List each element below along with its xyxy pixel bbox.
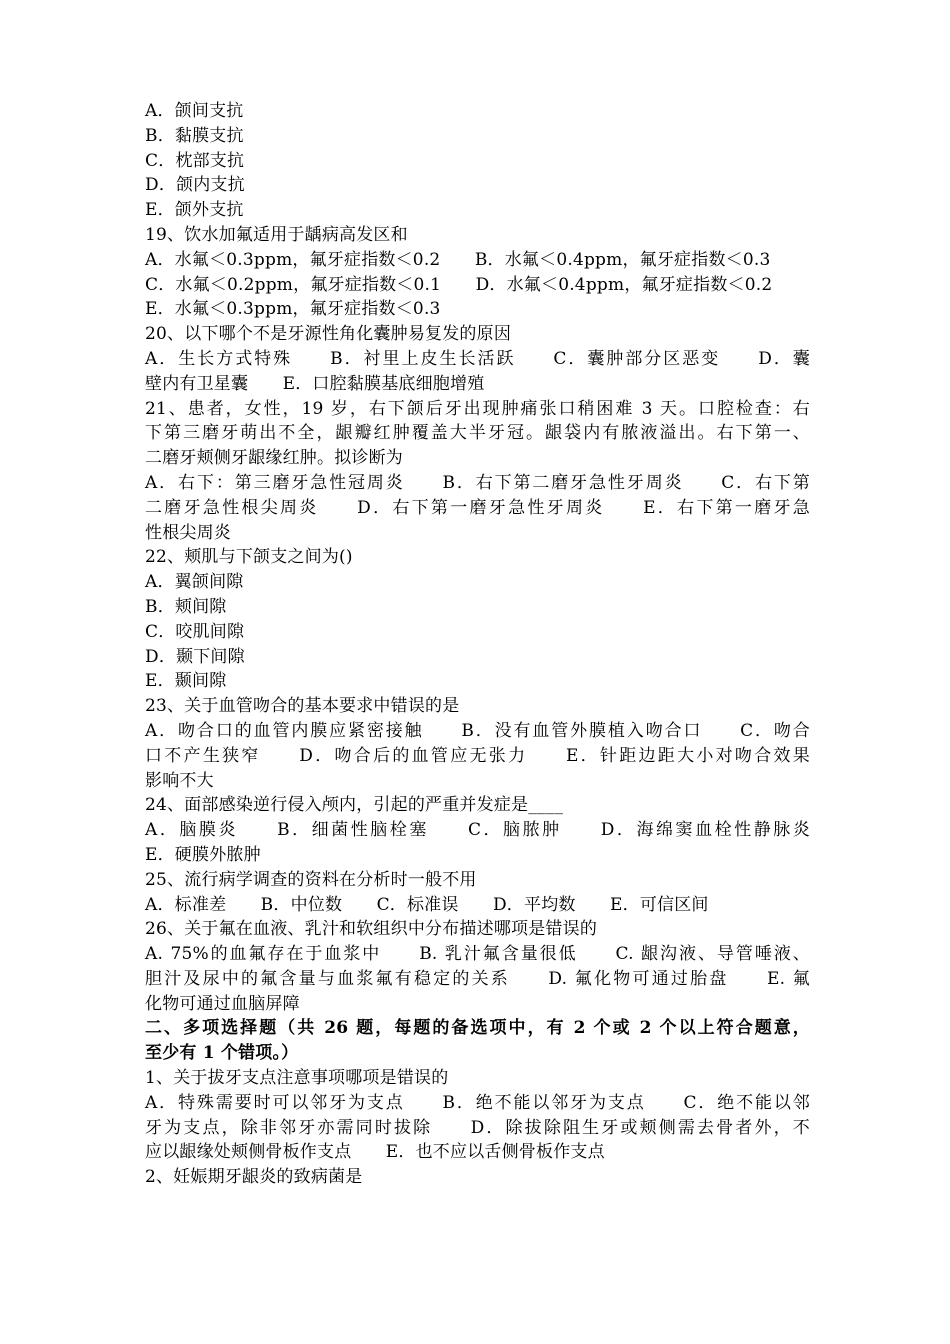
text-line: 20、以下哪个不是牙源性角化囊肿易复发的原因	[145, 324, 512, 345]
text-line: 23、关于血管吻合的基本要求中错误的是	[145, 696, 460, 717]
text-line: 壁内有卫星囊 E．口腔黏膜基底细胞增殖	[145, 373, 485, 394]
section-heading-line: 二、多项选择题（共 26 题，每题的备选项中，有 2 个或 2 个以上符合题意，	[145, 1018, 810, 1039]
text-line: 口不产生狭窄 D．吻合后的血管应无张力 E．针距边距大小对吻合效果	[145, 745, 810, 766]
text-line: B．颊间隙	[145, 596, 227, 617]
text-line: A．脑膜炎 B．细菌性脑栓塞 C．脑脓肿 D．海绵窦血栓性静脉炎	[145, 820, 810, 841]
text-line: A．吻合口的血管内膜应紧密接触 B．没有血管外膜植入吻合口 C．吻合	[145, 720, 810, 741]
text-line: 2、妊娠期牙龈炎的致病菌是	[145, 1167, 363, 1188]
text-line: D．颌内支抗	[145, 175, 245, 196]
text-line: 22、颊肌与下颌支之间为()	[145, 547, 353, 568]
text-line: E．颞间隙	[145, 671, 227, 692]
text-line: C．枕部支抗	[145, 150, 245, 171]
text-line: 24、面部感染逆行侵入颅内，引起的严重并发症是____	[145, 795, 564, 816]
text-line: 下第三磨牙萌出不全，龈瓣红肿覆盖大半牙冠。龈袋内有脓液溢出。右下第一、	[145, 423, 810, 444]
text-line: 化物可通过血脑屏障	[145, 993, 300, 1014]
text-line: 1、关于拔牙支点注意事项哪项是错误的	[145, 1068, 449, 1089]
text-line: 二磨牙急性根尖周炎 D．右下第一磨牙急性牙周炎 E．右下第一磨牙急	[145, 497, 810, 518]
section-heading-line: 至少有 1 个错项。）	[145, 1043, 299, 1064]
text-line: E．硬膜外脓肿	[145, 844, 261, 865]
text-line: A．右下：第三磨牙急性冠周炎 B．右下第二磨牙急性牙周炎 C．右下第	[145, 472, 810, 493]
text-line: A．颌间支抗	[145, 101, 244, 121]
text-line: 牙为支点，除非邻牙亦需同时拔除 D．除拔除阻生牙或颊侧需去骨者外，不	[145, 1117, 810, 1138]
text-line: B．黏膜支抗	[145, 125, 244, 146]
text-line: 21、患者，女性，19 岁，右下颌后牙出现肿痛张口稍困难 3 天。口腔检查：右	[145, 398, 810, 419]
text-line: 25、流行病学调查的资料在分析时一般不用	[145, 869, 477, 890]
text-line: A．生长方式特殊 B．衬里上皮生长活跃 C．囊肿部分区恶变 D．囊	[145, 348, 810, 369]
text-line: E．水氟＜0.3ppm，氟牙症指数＜0.3	[145, 299, 441, 320]
text-line: A．翼颌间隙	[145, 572, 244, 593]
text-line: C．水氟＜0.2ppm，氟牙症指数＜0.1 D．水氟＜0.4ppm，氟牙症指数＜0.2	[145, 274, 773, 295]
text-line: A．特殊需要时可以邻牙为支点 B．绝不能以邻牙为支点 C．绝不能以邻	[145, 1092, 810, 1113]
text-line: 二磨牙颊侧牙龈缘红肿。拟诊断为	[145, 448, 403, 469]
text-line: 影响不大	[145, 770, 214, 791]
text-line: 性根尖周炎	[145, 522, 231, 543]
text-line: 26、关于氟在血液、乳汁和软组织中分布描述哪项是错误的	[145, 919, 598, 940]
text-line: 19、饮水加氟适用于龋病高发区和	[145, 224, 408, 245]
text-line: 胆汁及尿中的氟含量与血浆氟有稳定的关系 D. 氟化物可通过胎盘 E. 氟	[145, 968, 810, 989]
text-line: A. 75%的血氟存在于血浆中 B. 乳汁氟含量很低 C. 龈沟液、导管唾液、	[145, 944, 810, 965]
text-line: A．水氟＜0.3ppm，氟牙症指数＜0.2 B．水氟＜0.4ppm，氟牙症指数＜0.3	[145, 249, 771, 270]
text-line: D．颞下间隙	[145, 646, 245, 667]
text-line: 应以龈缘处颊侧骨板作支点 E．也不应以舌侧骨板作支点	[145, 1142, 605, 1163]
document-page	[145, 99, 810, 1190]
text-line: E．颌外支抗	[145, 200, 244, 221]
text-line: C．咬肌间隙	[145, 621, 245, 642]
text-line: A．标准差 B．中位数 C．标准误 D．平均数 E．可信区间	[145, 894, 709, 915]
